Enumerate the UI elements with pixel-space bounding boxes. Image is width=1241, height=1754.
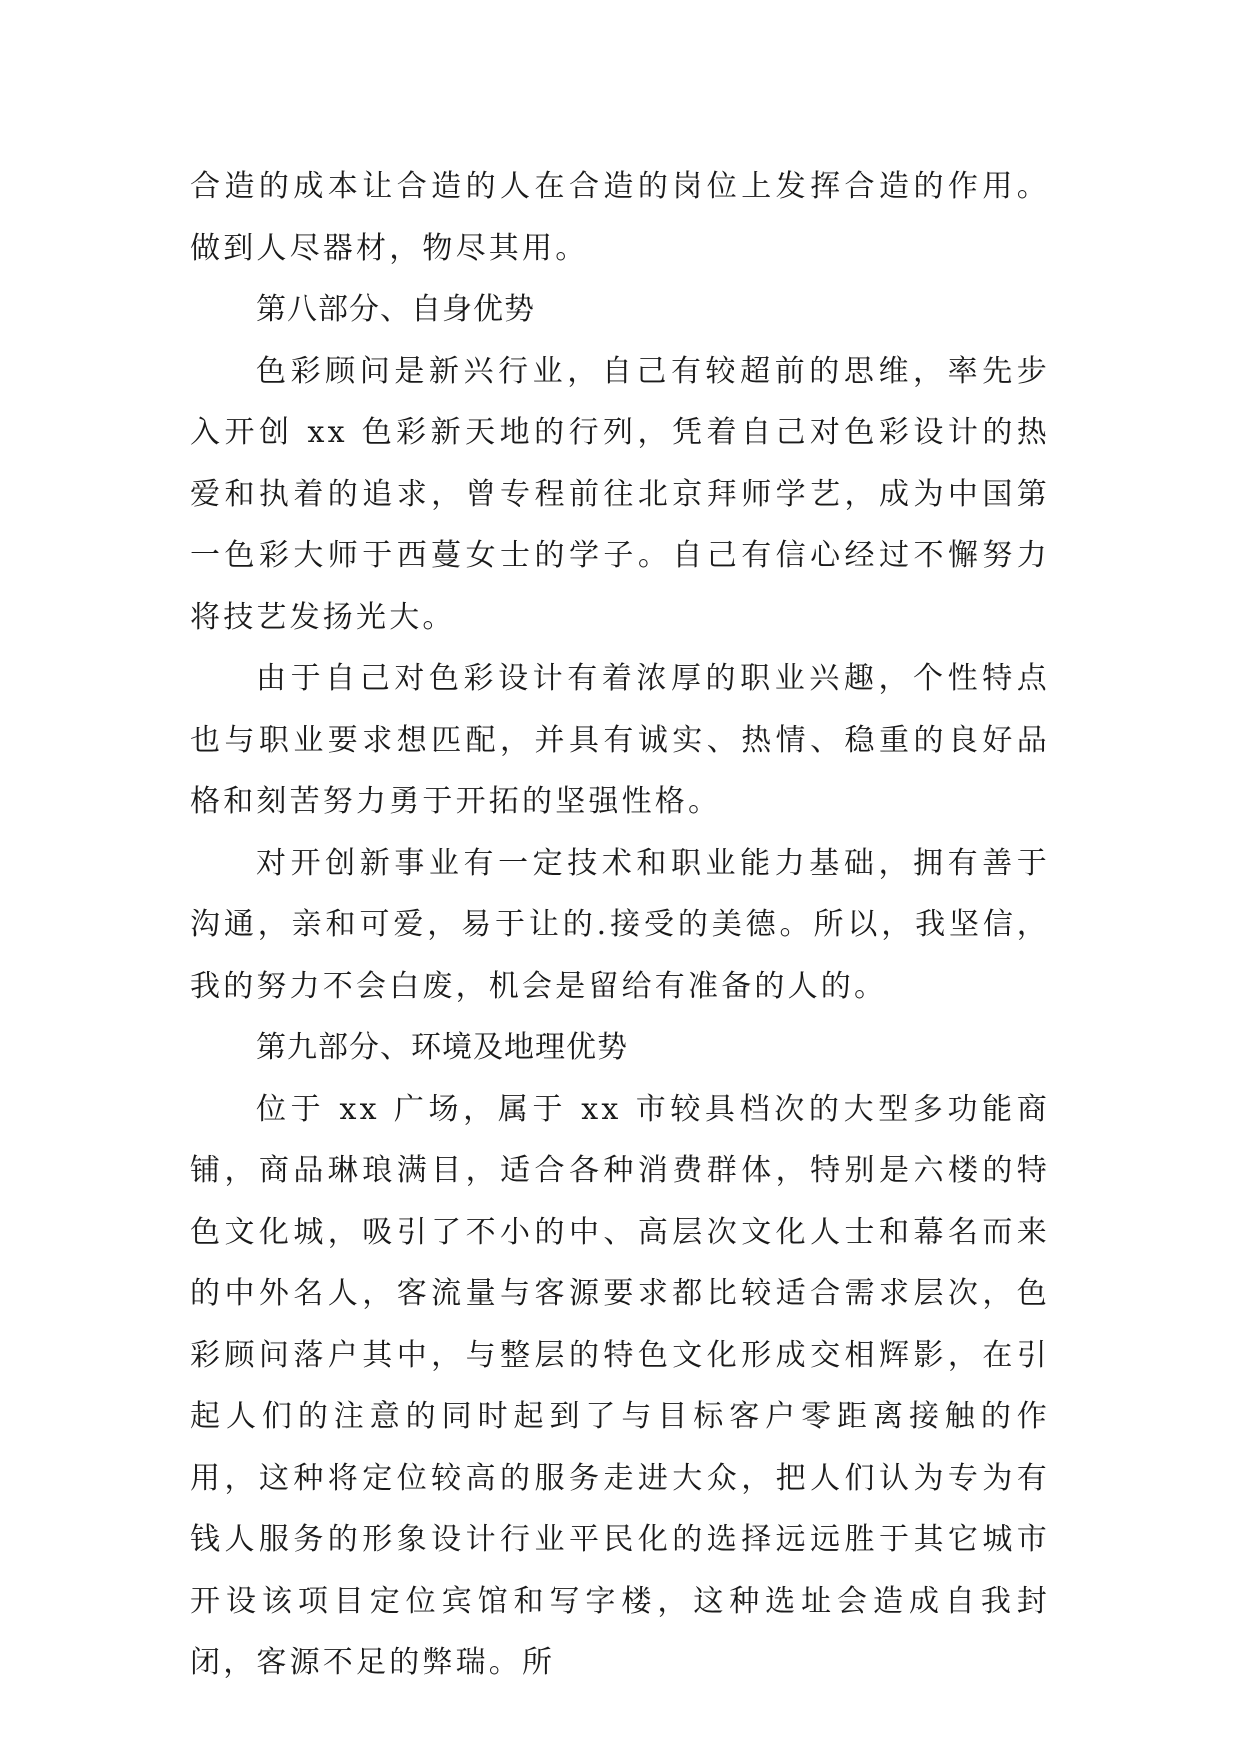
paragraph-color-consultant: 色彩顾问是新兴行业，自己有较超前的思维，率先步入开创 xx 色彩新天地的行列，凭着自己对色彩设计的热爱和执着的追求，曾专程前往北京拜师学艺，成为中国第一色彩大师于西蔓女士的学子。自己有信心经过不懈努力将技艺发扬光大。 bbox=[190, 353, 1050, 635]
paragraph-personal-interest: 由于自己对色彩设计有着浓厚的职业兴趣，个性特点也与职业要求想匹配，并具有诚实、热情、稳重的良好品格和刻苦努力勇于开拓的坚强性格。 bbox=[190, 661, 1050, 819]
section-heading-part-9: 第九部分、环境及地理优势 bbox=[256, 1030, 628, 1065]
section-heading-part-8: 第八部分、自身优势 bbox=[256, 292, 535, 327]
paragraph-location: 位于 xx 广场，属于 xx 市较具档次的大型多功能商铺，商品琳琅满目，适合各种消费群体，特别是六楼的特色文化城，吸引了不小的中、高层次文化人士和幕名而来的中外名人，客流量与客源要求都比较适合需求层次，色彩顾问落户其中，与整层的特色文化形成交相辉影，在引起人们的注意的同时起到了与目标客户零距离接触的作用，这种将定位较高的服务走进大众，把人们认为专为有钱人服务的形象设计行业平民化的选择远远胜于其它城市开设该项目定位宾馆和写字楼，这种选址会造成自我封闭，客源不足的弊瑞。所 bbox=[190, 1091, 1050, 1680]
document-body bbox=[190, 156, 1050, 1694]
paragraph-continuation: 合造的成本让合造的人在合造的岗位上发挥合造的作用。做到人尽器材，物尽其用。 bbox=[190, 169, 1050, 266]
paragraph-abilities: 对开创新事业有一定技术和职业能力基础，拥有善于沟通，亲和可爱，易于让的.接受的美德。所以，我坚信，我的努力不会白废，机会是留给有准备的人的。 bbox=[190, 845, 1050, 1004]
